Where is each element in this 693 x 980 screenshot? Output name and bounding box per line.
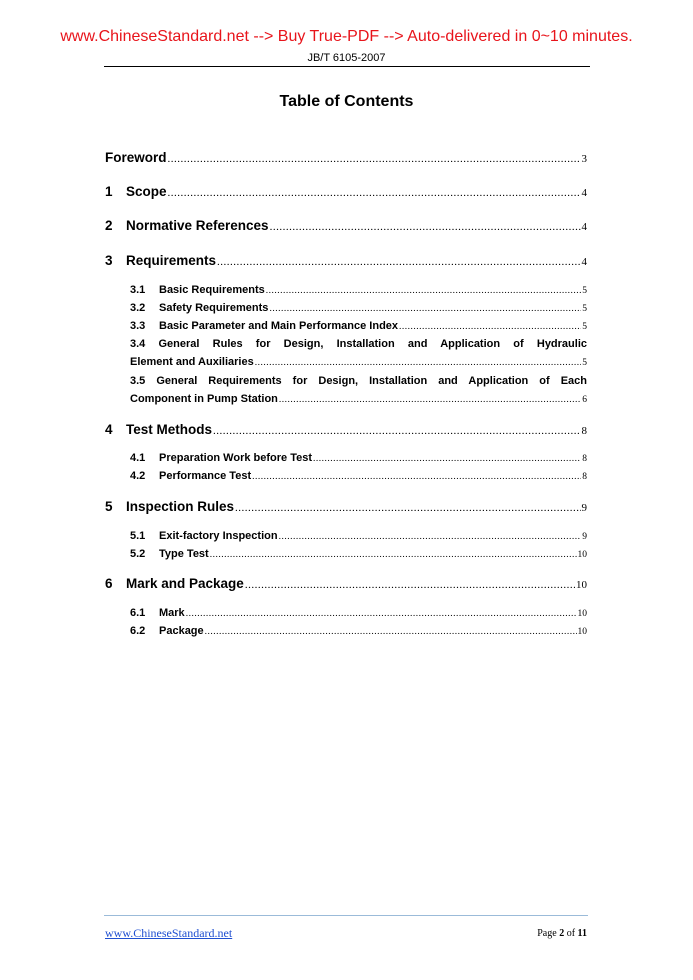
standard-code: JB/T 6105-2007 xyxy=(307,52,386,64)
toc-leader xyxy=(279,395,581,405)
toc-entry-label: Test Methods xyxy=(126,422,213,437)
toc-entry-3-4[interactable] xyxy=(130,356,587,368)
toc-leader xyxy=(399,322,581,332)
header-divider xyxy=(104,66,590,67)
toc-page-number: 10 xyxy=(576,579,587,591)
toc-entry-number: 3.3 xyxy=(130,320,146,332)
toc-entry-number: 3.1 xyxy=(130,284,146,296)
toc-leader xyxy=(313,454,581,464)
toc-entry-label: Requirements xyxy=(126,253,217,268)
toc-page-number: 10 xyxy=(577,550,587,560)
toc-entry-label: Normative References xyxy=(126,218,269,233)
toc-page-number: 5 xyxy=(582,304,587,314)
toc-entry-3-5-line1[interactable]: 3.5 General Requirements for Design, Installation and Application of Each xyxy=(130,375,587,387)
toc-leader xyxy=(235,502,580,514)
toc-page-number: 4 xyxy=(581,221,587,233)
toc-entry-label: Component in Pump Station xyxy=(130,393,278,405)
toc-page-number: 4 xyxy=(581,256,587,268)
toc-entry-requirements[interactable] xyxy=(105,253,587,268)
toc-page-number: 10 xyxy=(577,627,587,637)
toc-entry-4-2[interactable] xyxy=(130,470,587,482)
toc-entry-label: Exit-factory Inspection xyxy=(159,530,278,542)
toc-leader xyxy=(269,304,581,314)
toc-entry-number: 5.2 xyxy=(130,548,146,560)
toc-entry-label: Preparation Work before Test xyxy=(159,452,313,464)
footer-website-link[interactable]: www.ChineseStandard.net xyxy=(105,926,233,940)
toc-page-number: 9 xyxy=(582,532,587,542)
toc-leader xyxy=(168,153,581,165)
toc-page-number: 5 xyxy=(582,358,587,368)
toc-entry-label: Performance Test xyxy=(159,470,252,482)
toc-entry-label: Basic Parameter and Main Performance Index xyxy=(159,320,399,332)
page-word: Page xyxy=(537,928,557,939)
toc-leader xyxy=(213,425,580,437)
toc-leader xyxy=(266,286,581,296)
toc-entry-number: 4.2 xyxy=(130,470,146,482)
toc-page-number: 8 xyxy=(582,472,587,482)
toc-leader xyxy=(217,256,580,268)
toc-leader xyxy=(210,550,577,560)
toc-entry-number: 6 xyxy=(105,576,113,591)
toc-entry-label: Inspection Rules xyxy=(126,499,235,514)
toc-title: Table of Contents xyxy=(279,93,414,110)
toc-entry-number: 3 xyxy=(105,253,113,268)
toc-entry-number: 1 xyxy=(105,184,113,199)
toc-page-number: 9 xyxy=(581,502,587,514)
toc-leader xyxy=(252,472,581,482)
toc-entry-number: 6.1 xyxy=(130,607,146,619)
footer-divider xyxy=(104,915,588,916)
toc-entry-mark-and-package[interactable] xyxy=(105,576,587,591)
toc-entry-number: 6.2 xyxy=(130,625,146,637)
toc-entry-label: Package xyxy=(159,625,204,637)
toc-leader xyxy=(205,627,577,637)
toc-entry-label: Mark xyxy=(159,607,185,619)
toc-entry-number: 5 xyxy=(105,499,113,514)
toc-entry-label: Element and Auxiliaries xyxy=(130,356,254,368)
toc-entry-5-2[interactable] xyxy=(130,548,587,560)
toc-entry-label: Scope xyxy=(126,184,167,199)
toc-page-number: 10 xyxy=(577,609,587,619)
toc-page-number: 6 xyxy=(582,395,587,405)
toc-entry-number: 4 xyxy=(105,422,113,437)
toc-entry-normative-references[interactable] xyxy=(105,218,587,233)
toc-leader xyxy=(245,579,575,591)
toc-page-number: 5 xyxy=(582,286,587,296)
toc-page-number: 8 xyxy=(582,454,587,464)
toc-entry-4-1[interactable] xyxy=(130,452,587,464)
toc-entry-3-1[interactable] xyxy=(130,284,587,296)
toc-entry-label: Basic Requirements xyxy=(159,284,265,296)
toc-leader xyxy=(279,532,582,542)
page-of: of xyxy=(566,928,576,939)
toc-entry-label: Mark and Package xyxy=(126,576,244,591)
toc-page-number: 3 xyxy=(581,153,587,165)
page-current: 2 xyxy=(559,928,565,939)
promo-banner[interactable]: www.ChineseStandard.net --> Buy True-PDF --> Auto-delivered in 0~10 minutes. xyxy=(60,28,633,45)
toc-entry-3-3[interactable] xyxy=(130,320,587,332)
toc-entry-number: 2 xyxy=(105,218,113,233)
toc-leader xyxy=(168,187,581,199)
toc-entry-3-4-line1[interactable]: 3.4 General Rules for Design, Installation and Application of Hydraulic xyxy=(130,338,587,350)
toc-page-number: 5 xyxy=(582,322,587,332)
toc-entry-label: Safety Requirements xyxy=(159,302,269,314)
toc-entry-scope[interactable] xyxy=(105,184,587,199)
toc-leader xyxy=(270,221,581,233)
toc-entry-5-1[interactable] xyxy=(130,530,587,542)
toc-page-number: 8 xyxy=(581,425,587,437)
page-total: 11 xyxy=(577,928,587,939)
toc-entry-label: Foreword xyxy=(105,150,167,165)
toc-entry-3-5[interactable] xyxy=(130,393,587,405)
toc-leader xyxy=(255,358,582,368)
page-indicator xyxy=(537,928,587,939)
toc-entry-3-2[interactable] xyxy=(130,302,587,314)
toc-entry-label: Type Test xyxy=(159,548,209,560)
toc-leader xyxy=(186,609,577,619)
toc-entry-foreword[interactable] xyxy=(105,150,587,165)
toc-entry-6-2[interactable] xyxy=(130,625,587,637)
toc-entry-test-methods[interactable] xyxy=(105,422,587,437)
toc-page-number: 4 xyxy=(581,187,587,199)
toc-entry-number: 3.2 xyxy=(130,302,146,314)
toc-entry-number: 5.1 xyxy=(130,530,146,542)
toc-entry-inspection-rules[interactable] xyxy=(105,499,587,514)
toc-entry-6-1[interactable] xyxy=(130,607,587,619)
toc-entry-number: 4.1 xyxy=(130,452,146,464)
